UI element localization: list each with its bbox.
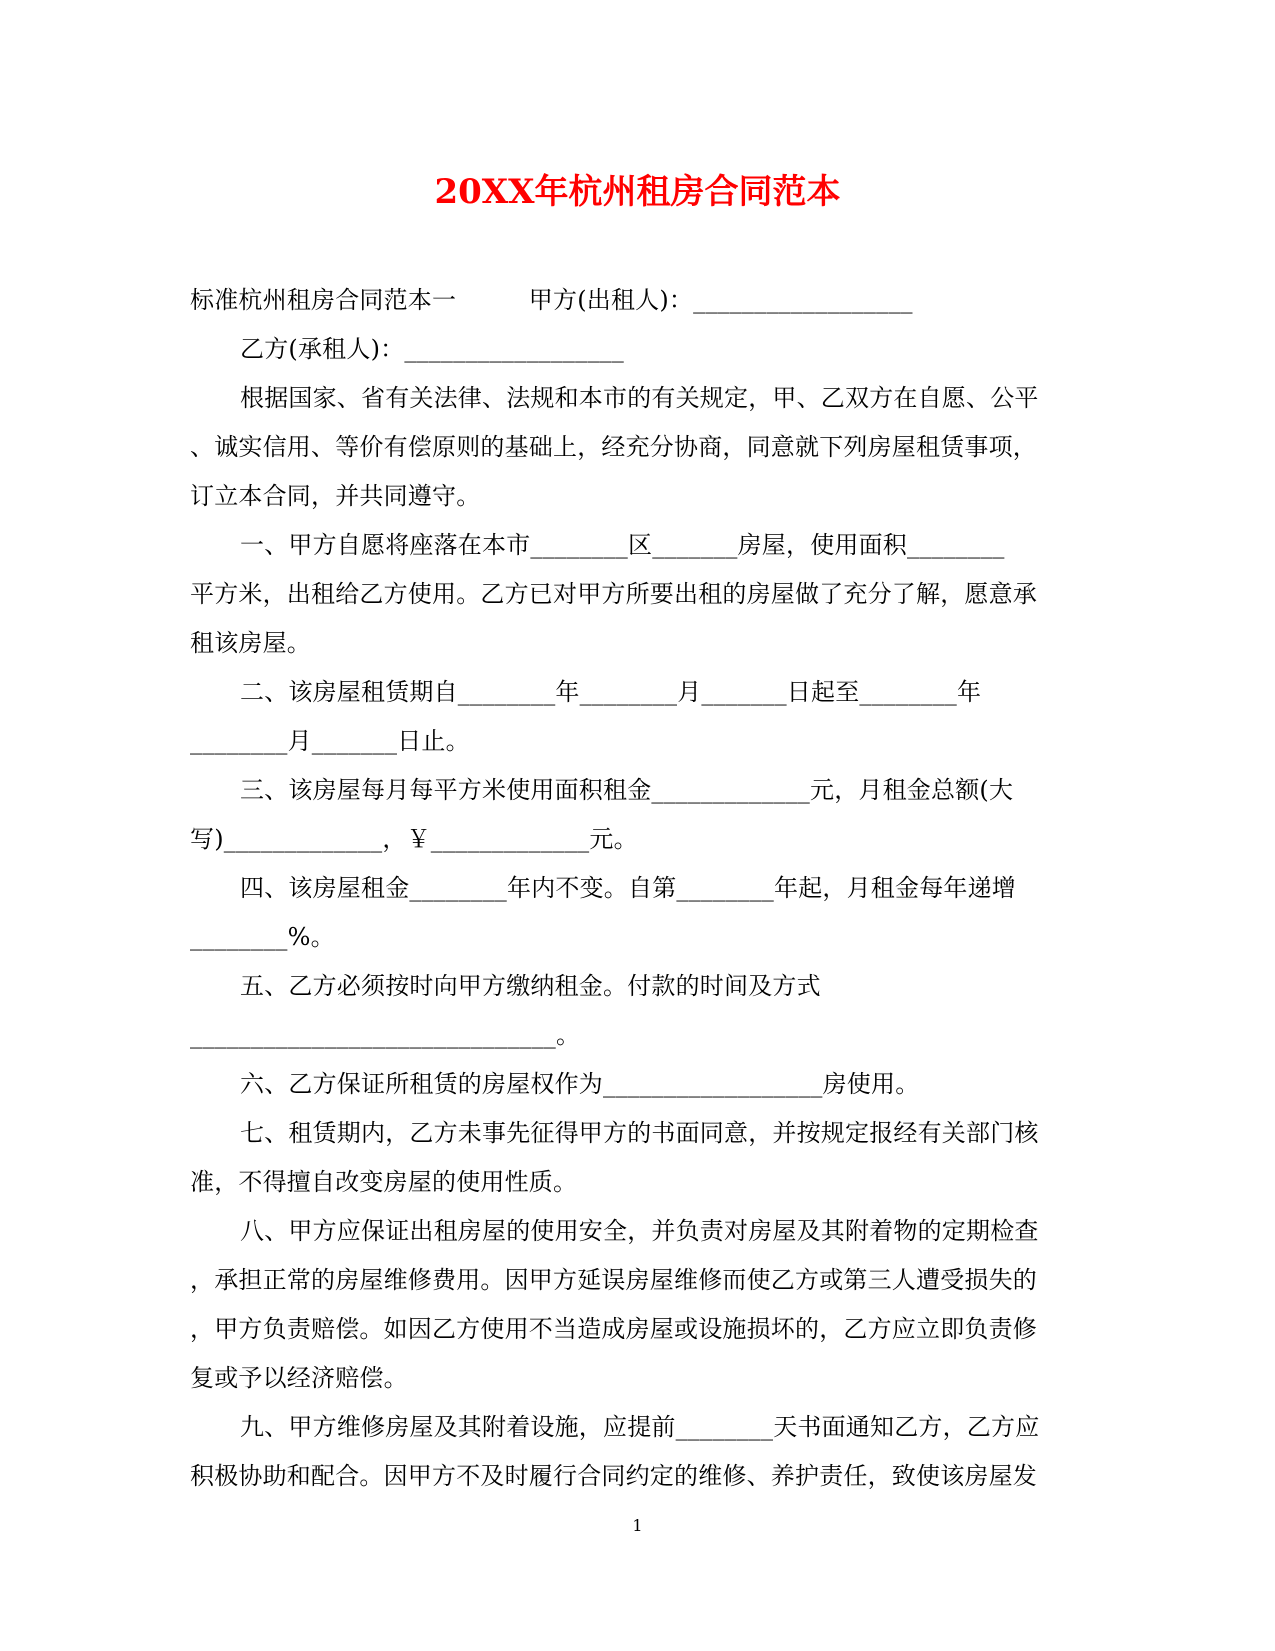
text-line: 根据国家、省有关法律、法规和本市的有关规定，甲、乙双方在自愿、公平 <box>240 384 1039 412</box>
text-line: 二、该房屋租赁期自________年________月_______日起至________年 <box>240 678 982 706</box>
text-line: 、诚实信用、等价有偿原则的基础上，经充分协商，同意就下列房屋租赁事项， <box>190 433 1037 461</box>
text-line: 四、该房屋租金________年内不变。自第________年起，月租金每年递增 <box>240 874 1016 902</box>
text-line: 一、甲方自愿将座落在本市________区_______房屋，使用面积________ <box>240 531 1005 559</box>
document-title: 20XX年杭州租房合同范本 <box>434 172 841 212</box>
text-line: 复或予以经济赔偿。 <box>190 1364 408 1392</box>
text-line: 八、甲方应保证出租房屋的使用安全，并负责对房屋及其附着物的定期检查 <box>240 1217 1039 1245</box>
text-line: ________%。 <box>190 923 335 951</box>
text-line: 准，不得擅自改变房屋的使用性质。 <box>190 1168 578 1196</box>
text-line: 九、甲方维修房屋及其附着设施，应提前________天书面通知乙方，乙方应 <box>240 1413 1040 1441</box>
text-line: 平方米，出租给乙方使用。乙方已对甲方所要出租的房屋做了充分了解，愿意承 <box>190 580 1037 608</box>
text-line: 三、该房屋每月每平方米使用面积租金_____________元，月租金总额(大 <box>240 776 1014 804</box>
page-number: 1 <box>632 1516 643 1535</box>
text-line: 五、乙方必须按时向甲方缴纳租金。付款的时间及方式 <box>240 972 821 1000</box>
text-line: 标准杭州租房合同范本一 甲方(出租人)：__________________ <box>190 286 913 314</box>
text-line: 积极协助和配合。因甲方不及时履行合同约定的维修、养护责任，致使该房屋发 <box>190 1462 1037 1490</box>
text-line: 写)_____________，￥_____________元。 <box>190 825 638 853</box>
text-line: 七、租赁期内，乙方未事先征得甲方的书面同意，并按规定报经有关部门核 <box>240 1119 1039 1147</box>
document-body <box>190 276 1070 1501</box>
text-line: 乙方(承租人)：__________________ <box>240 335 624 363</box>
text-line: ______________________________。 <box>190 1021 581 1049</box>
text-line: ，承担正常的房屋维修费用。因甲方延误房屋维修而使乙方或第三人遭受损失的 <box>190 1266 1037 1294</box>
text-line: ________月_______日止。 <box>190 727 470 755</box>
text-line: 租该房屋。 <box>190 629 311 657</box>
text-line: 六、乙方保证所租赁的房屋权作为__________________房使用。 <box>240 1070 920 1098</box>
text-line: 订立本合同，并共同遵守。 <box>190 482 481 510</box>
text-line: ，甲方负责赔偿。如因乙方使用不当造成房屋或设施损坏的，乙方应立即负责修 <box>190 1315 1037 1343</box>
